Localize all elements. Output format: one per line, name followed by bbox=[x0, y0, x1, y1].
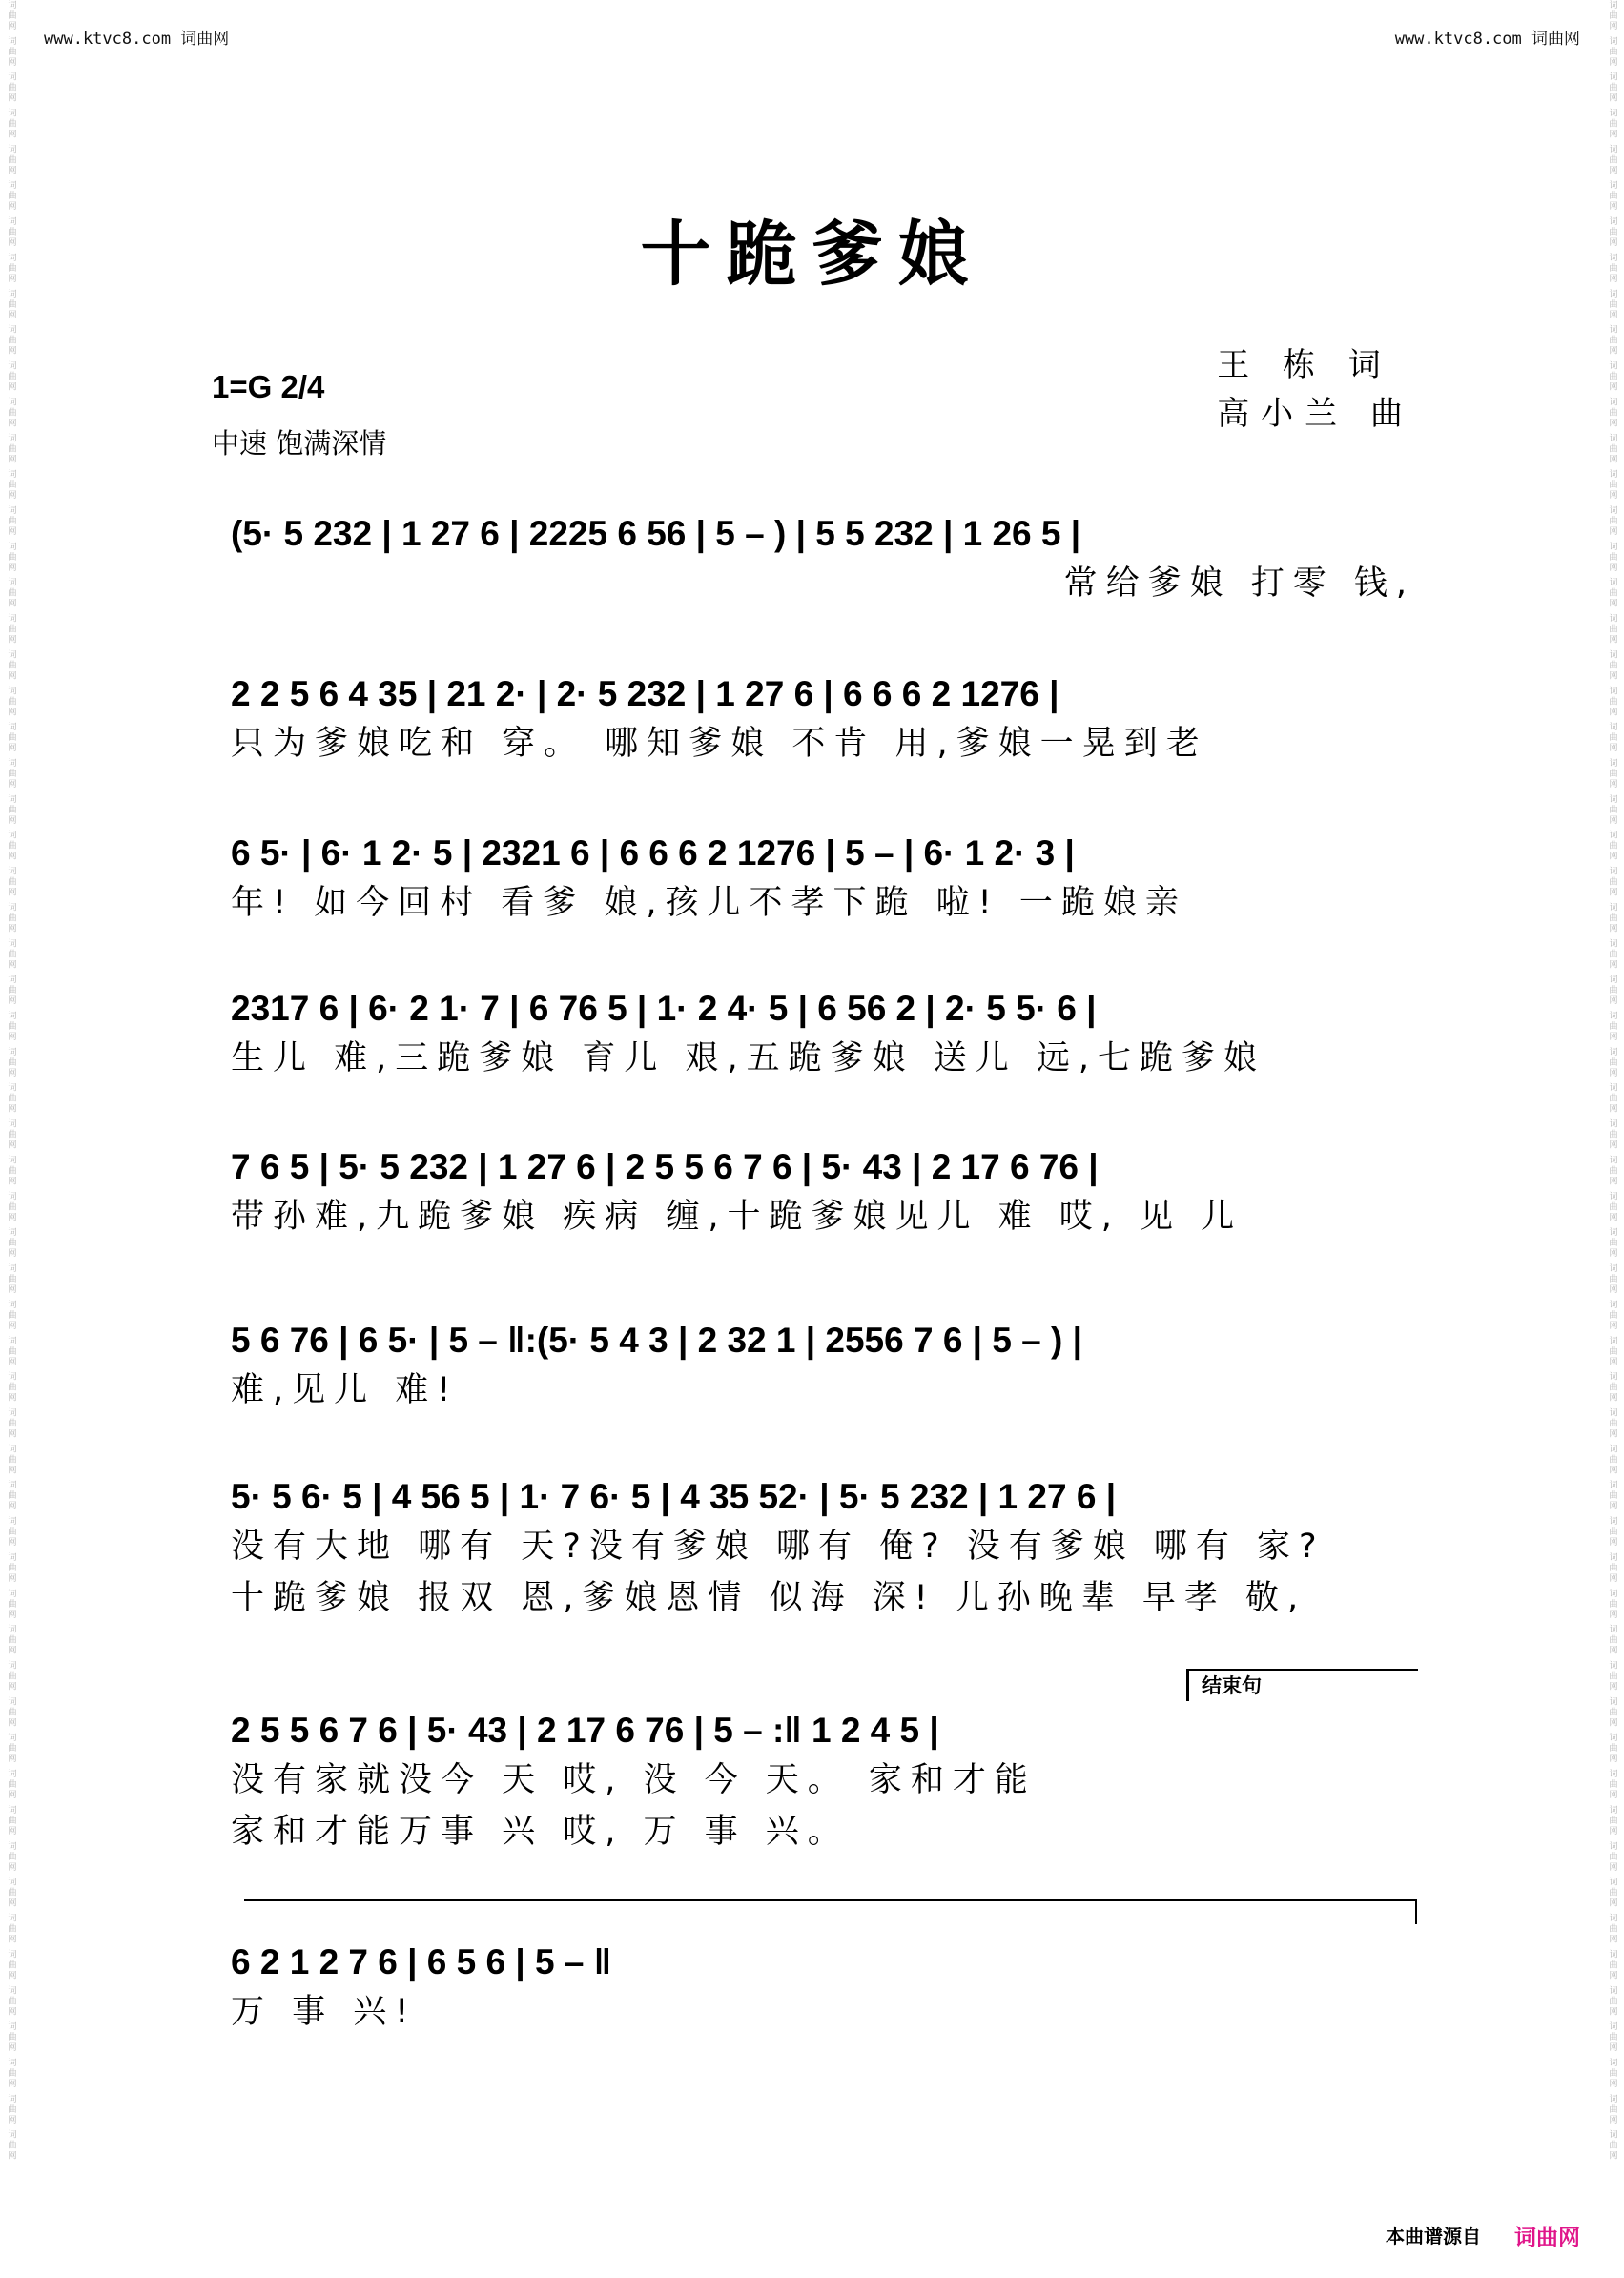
footer-logo: 词曲网 bbox=[1514, 2226, 1580, 2250]
tempo-marking: 中速 饱满深情 bbox=[212, 427, 387, 460]
notation-line: 5· 5 6· 5 | 4 56 5 | 1· 7 6· 5 | 4 35 52· | 5· 5 232 | 1 27 6 | bbox=[231, 1477, 1117, 1516]
score-system bbox=[231, 1707, 1415, 1857]
notation-line: 2 2 5 6 4 35 | 21 2· | 2· 5 232 | 1 27 6 | 6 6 6 2 1276 | bbox=[231, 674, 1059, 713]
lyric-line: 生儿 难,三跪爹娘 育儿 艰,五跪爹娘 送儿 远,七跪爹娘 bbox=[231, 1039, 1266, 1077]
notation-line: (5· 5 232 | 1 27 6 | 2225 6 56 | 5 – ) | 5 5 232 | 1 26 5 | bbox=[231, 514, 1081, 553]
lyric-line: 年! 如今回村 看爹 娘,孩儿不孝下跪 啦! 一跪娘亲 bbox=[231, 884, 1187, 922]
key-signature: 1=G 2/4 bbox=[212, 369, 325, 404]
credits bbox=[1217, 341, 1414, 439]
song-title: 十跪爹娘 bbox=[640, 214, 984, 296]
lyric-line: 常给爹娘 打零 钱, bbox=[1063, 564, 1415, 603]
score-system bbox=[231, 1939, 1415, 2038]
lyric-line: 带孙难,九跪爹娘 疾病 缠,十跪爹娘见儿 难 哎, 见 儿 bbox=[231, 1198, 1244, 1236]
score-system bbox=[231, 510, 1415, 609]
lyric-line-verse-1: 没有家就没今 天 哎, 没 今 天。 家和才能 bbox=[231, 1761, 1037, 1799]
notation-line: 5 6 76 | 6 5· | 5 – ‖:(5· 5 4 3 | 2 32 1 | 2556 7 6 | 5 – ) | bbox=[231, 1321, 1082, 1360]
composer: 高小兰 曲 bbox=[1217, 395, 1414, 433]
notation-line: 2 5 5 6 7 6 | 5· 43 | 2 17 6 76 | 5 – :‖ 1 2 4 5 | bbox=[231, 1711, 939, 1750]
lyric-line: 万 事 兴! bbox=[231, 1993, 418, 2031]
lyric-line-verse-2: 十跪爹娘 报双 恩,爹娘恩情 似海 深! 儿孙晚辈 早孝 敬, bbox=[231, 1579, 1307, 1617]
score-system bbox=[231, 830, 1415, 929]
side-watermark-left: 词曲网 词曲网 词曲网 词曲网 词曲网 词曲网 词曲网 词曲网 词曲网 词曲网 词曲网 词曲网 词曲网 词曲网 词曲网 词曲网 词曲网 词曲网 词曲网 词曲网 词曲网 词曲网 词曲网 词曲网 词曲网 词曲网 词曲网 词曲网 词曲网 词曲网 词曲网 词曲网 词曲网 词曲网 词曲网 词曲网 词曲网 词曲网 词曲网 词曲网 词曲网 词曲网 词曲网 词曲网 词曲网 词曲网 词曲网 词曲网 词曲网 词曲网 词曲网 词曲网 词曲网 词曲网 词曲网 词曲网 词曲网 词曲网 词曲网 词曲网 bbox=[6, 0, 16, 2162]
lyric-line-verse-2: 家和才能万事 兴 哎, 万 事 兴。 bbox=[231, 1813, 850, 1851]
footer-source-text: 本曲谱源自 bbox=[1386, 2225, 1481, 2247]
notation-line: 6 5· | 6· 1 2· 5 | 2321 6 | 6 6 6 2 1276 | 5 – | 6· 1 2· 3 | bbox=[231, 833, 1075, 872]
notation-line: 2317 6 | 6· 2 1· 7 | 6 76 5 | 1· 2 4· 5 | 6 56 2 | 2· 5 5· 6 | bbox=[231, 989, 1097, 1028]
site-watermark-left: www.ktvc8.com 词曲网 bbox=[44, 30, 230, 49]
lyric-line: 难,见儿 难! bbox=[231, 1371, 460, 1409]
score-system bbox=[231, 985, 1415, 1084]
final-section-bracket bbox=[244, 1899, 1417, 1924]
score-system bbox=[231, 1473, 1415, 1624]
notation-line: 7 6 5 | 5· 5 232 | 1 27 6 | 2 5 5 6 7 6 | 5· 43 | 2 17 6 76 | bbox=[231, 1147, 1099, 1186]
side-watermark-right: 词曲网 词曲网 词曲网 词曲网 词曲网 词曲网 词曲网 词曲网 词曲网 词曲网 词曲网 词曲网 词曲网 词曲网 词曲网 词曲网 词曲网 词曲网 词曲网 词曲网 词曲网 词曲网 词曲网 词曲网 词曲网 词曲网 词曲网 词曲网 词曲网 词曲网 词曲网 词曲网 词曲网 词曲网 词曲网 词曲网 词曲网 词曲网 词曲网 词曲网 词曲网 词曲网 词曲网 词曲网 词曲网 词曲网 词曲网 词曲网 词曲网 词曲网 词曲网 词曲网 词曲网 词曲网 词曲网 词曲网 词曲网 词曲网 词曲网 词曲网 bbox=[1607, 0, 1617, 2162]
score-system bbox=[231, 670, 1415, 770]
score-system bbox=[231, 1317, 1415, 1416]
score-system bbox=[231, 1143, 1415, 1242]
lyric-line: 只为爹娘吃和 穿。 哪知爹娘 不肯 用,爹娘一晃到老 bbox=[231, 725, 1208, 763]
lyric-line-verse-1: 没有大地 哪有 天?没有爹娘 哪有 俺? 没有爹娘 哪有 家? bbox=[231, 1528, 1326, 1566]
site-watermark-right: www.ktvc8.com 词曲网 bbox=[1394, 30, 1580, 49]
ending-label: 结束句 bbox=[1202, 1674, 1262, 1697]
notation-line: 6 2 1 2 7 6 | 6 5 6 | 5 – ‖ bbox=[231, 1942, 612, 1981]
lyricist: 王 栋 词 bbox=[1217, 346, 1392, 384]
